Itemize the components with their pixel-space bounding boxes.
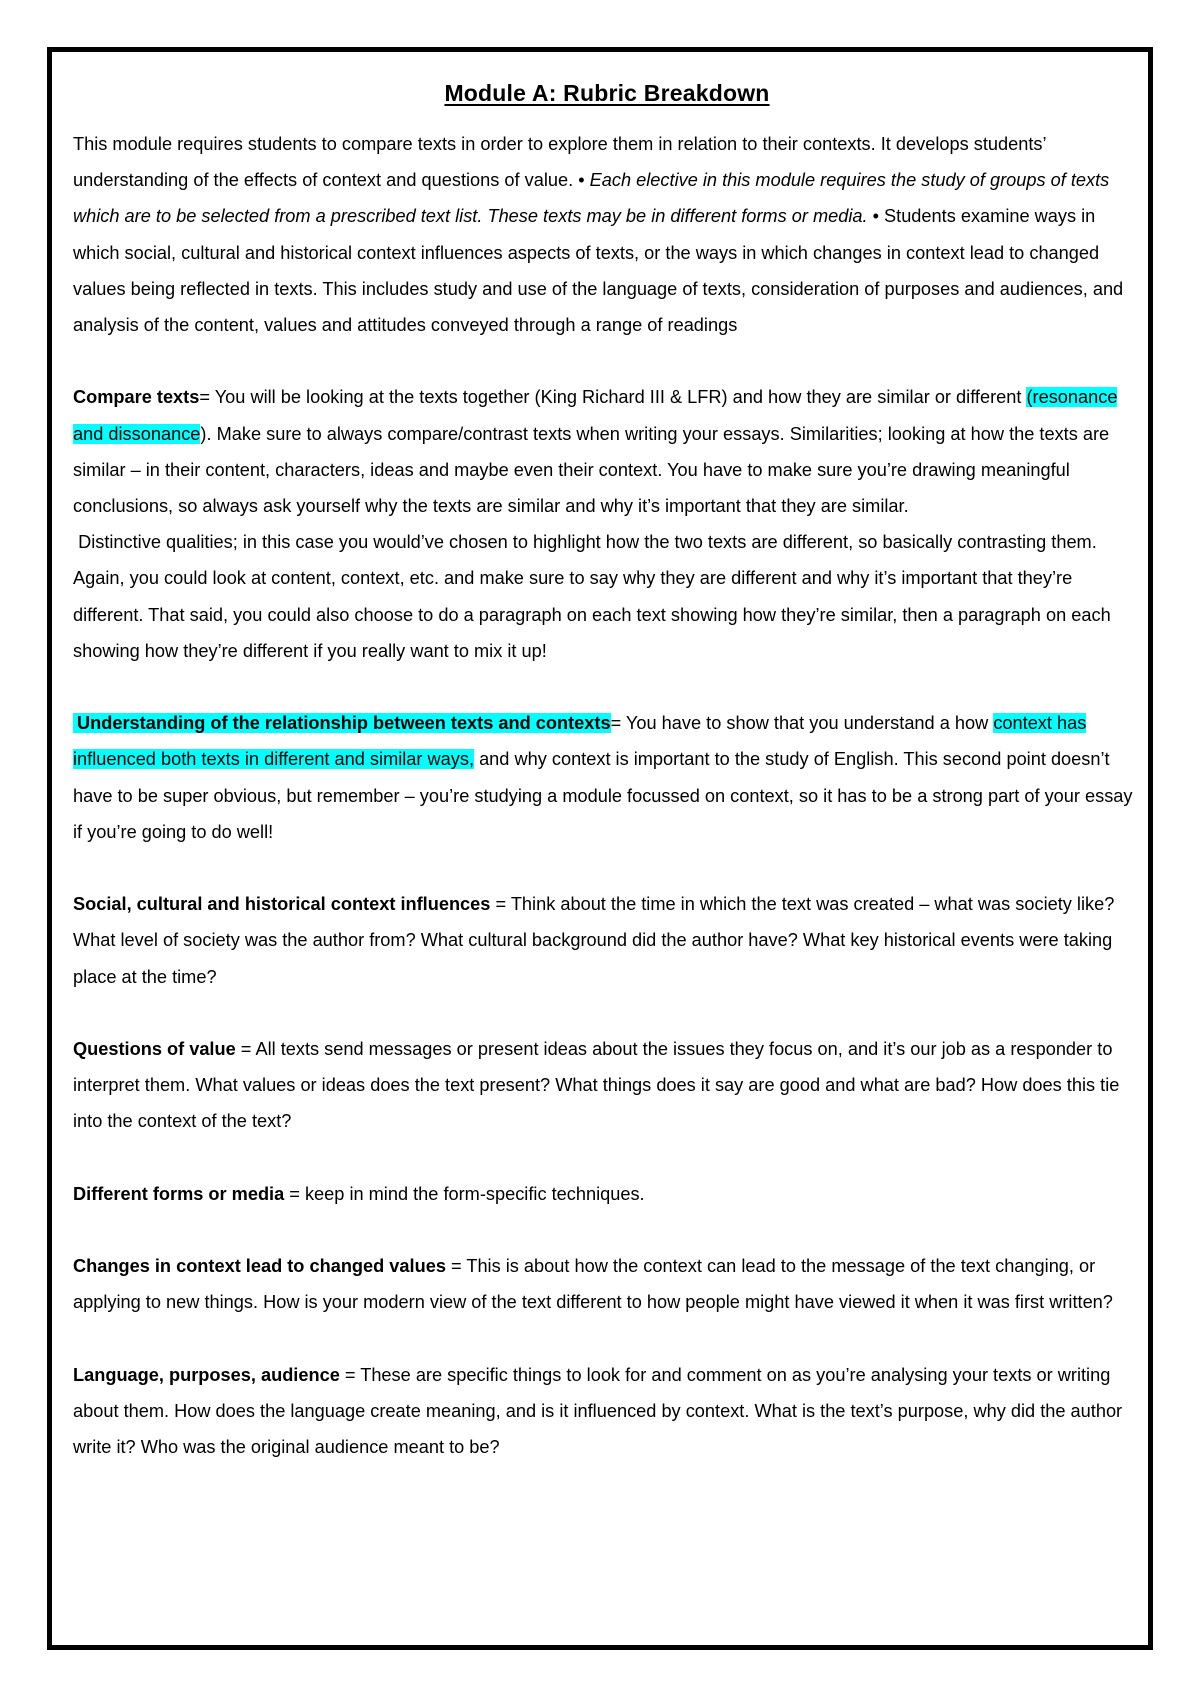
changes-text: = This is about how the context can lead to the message of the text changing, or applying to new things. How is your modern view of the text different to how people might have viewed it when it was first written? — [73, 1256, 1113, 1313]
understanding-paragraph — [73, 705, 1141, 850]
understanding-text: = You have to show that you understand a how — [610, 713, 994, 734]
language-term: Language, purposes, audience — [73, 1364, 340, 1385]
social-text: = Think about the time in which the text was created – what was society like? What level of society was the author from? What cultural background did the author have? What key historical events were taking place at the time? — [73, 894, 1115, 987]
distinctive-paragraph — [73, 524, 1141, 669]
compare-text: = You will be looking at the texts together (King Richard III & LFR) and how they are similar or different — [199, 387, 1027, 408]
intro-text-continued: • Students examine ways in which social, cultural and historical context influences aspects of texts, or the ways in which changes in context lead to changed values being reflected in texts. This includes study and use of the language of texts, consideration of purposes and audiences, and analysis of the content, values and attitudes conveyed through a range of readings — [73, 206, 1124, 336]
compare-highlight: (resonance and dissonance — [73, 387, 1118, 444]
questions-paragraph — [73, 1031, 1141, 1140]
compare-term: Compare texts — [73, 387, 200, 408]
language-text: = These are specific things to look for and comment on as you’re analysing your texts or writing about them. How does the language create meaning, and is it influenced by context. What is the text’s purpose, why did the author write it? Who was the original audience meant to be? — [73, 1364, 1123, 1458]
understanding-text-continued: and why context is important to the study of English. This second point doesn’t have to be super obvious, but remember – you’re studying a module focussed on context, so it has to be a strong part of your essay if you’re going to do well! — [73, 749, 1133, 842]
compare-text-continued: ). Make sure to always compare/contrast texts when writing your essays. Similarities; looking at how the texts are similar – in their content, characters, ideas and maybe even their context. You have to make sure you’re drawing meaningful conclusions, so always ask yourself why the texts are similar and why it’s important that they are similar. — [73, 423, 1110, 517]
compare-paragraph — [73, 379, 1141, 524]
forms-paragraph — [73, 1176, 1141, 1212]
spacer — [73, 995, 1141, 1031]
spacer — [73, 1212, 1141, 1248]
spacer — [73, 1321, 1141, 1357]
changes-paragraph — [73, 1248, 1141, 1320]
page-title: Module A: Rubric Breakdown — [444, 80, 770, 106]
changes-term: Changes in context lead to changed values — [73, 1256, 446, 1277]
spacer — [73, 850, 1141, 886]
understanding-highlight: context has influenced both texts in different and similar ways, — [73, 713, 1087, 770]
questions-text: = All texts send messages or present ideas about the issues they focus on, and it’s our job as a responder to interpret them. What values or ideas does the text present? What things does it say are good and what are bad? How does this tie into the context of the text? — [73, 1039, 1120, 1132]
document-body — [73, 78, 1141, 1465]
spacer — [73, 1140, 1141, 1176]
questions-term: Questions of value — [73, 1039, 236, 1060]
language-paragraph — [73, 1357, 1141, 1466]
spacer — [73, 343, 1141, 379]
intro-paragraph — [73, 126, 1141, 343]
understanding-term: Understanding of the relationship between texts and contexts — [73, 713, 611, 733]
social-term: Social, cultural and historical context influences — [73, 894, 491, 915]
forms-term: Different forms or media — [73, 1183, 285, 1204]
social-paragraph — [73, 886, 1141, 995]
intro-text: This module requires students to compare texts in order to explore them in relation to their contexts. It develops students’ understanding of the effects of context and questions of value. • — [73, 134, 1046, 191]
forms-text: = keep in mind the form-specific techniques. — [284, 1183, 645, 1204]
distinctive-text: Distinctive qualities; in this case you would’ve chosen to highlight how the two texts are different, so basically contrasting them. Again, you could look at content, context, etc. and make sure to say why they are different and why it’s important that they’re different. That said, you could also choose to do a paragraph on each text showing how they’re similar, then a paragraph on each showing how they’re different if you really want to mix it up! — [73, 532, 1111, 661]
spacer — [73, 669, 1141, 705]
intro-italic-text: Each elective in this module requires the study of groups of texts which are to be selected from a prescribed text list. These texts may be in different forms or media. — [73, 170, 1110, 227]
